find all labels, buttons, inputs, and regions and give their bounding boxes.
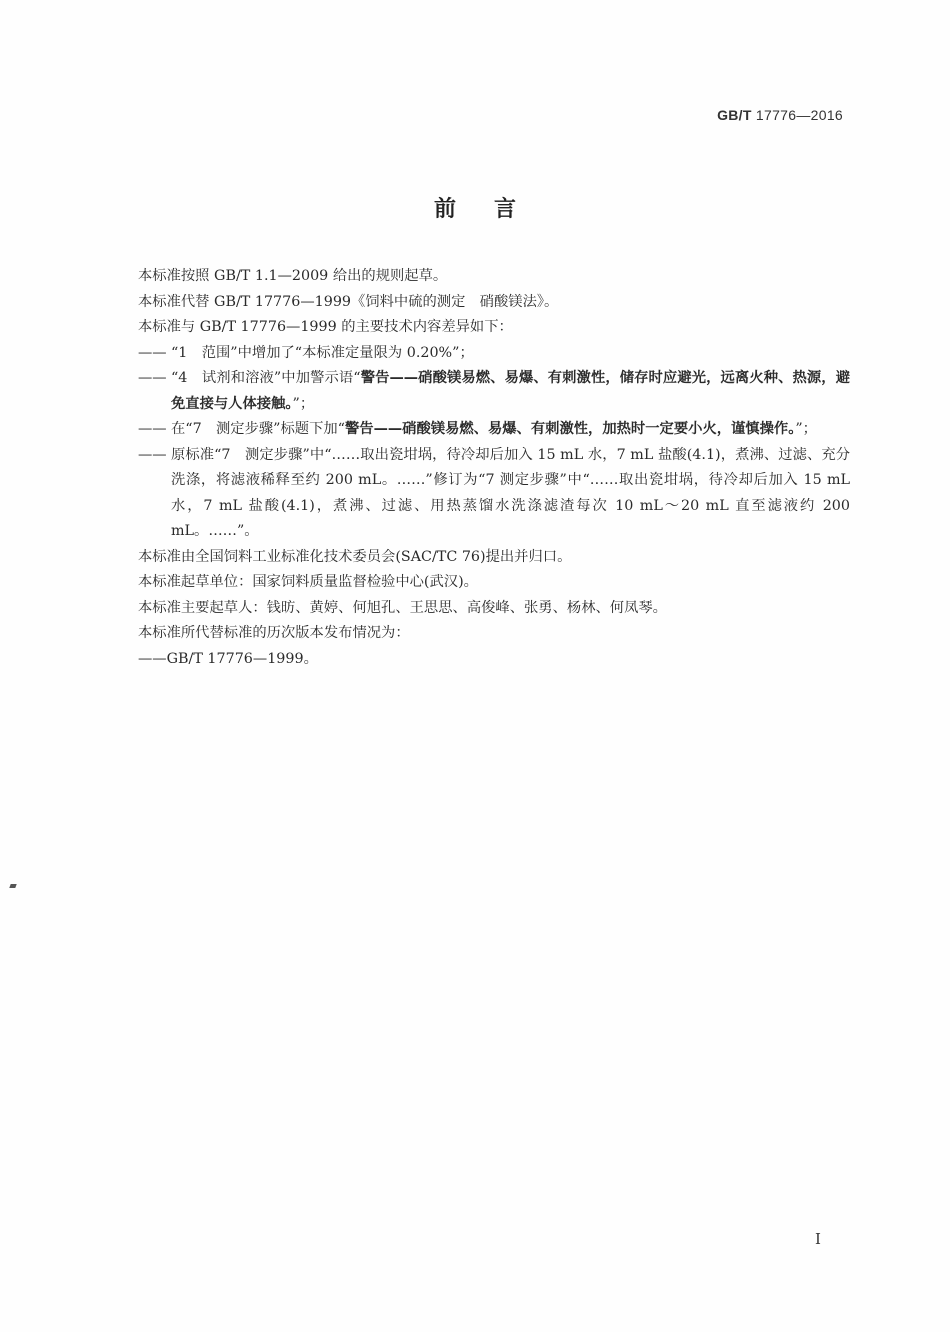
paragraph-drafting-unit: 本标准起草单位：国家饲料质量监督检验中心(武汉)。 xyxy=(138,574,478,590)
dash-marker: —— xyxy=(138,344,167,361)
change-item-prefix: “4 试剂和溶液”中加警示语“ xyxy=(171,370,361,386)
paragraph-proposed-by: 本标准由全国饲料工业标准化技术委员会(SAC/TC 76)提出并归口。 xyxy=(138,548,572,565)
change-item-scope xyxy=(138,341,850,367)
change-item-prefix: 在“7 测定步骤”标题下加“ xyxy=(171,421,345,437)
change-item-text xyxy=(171,366,850,417)
foreword-body xyxy=(138,264,850,672)
dash-marker: —— xyxy=(138,446,167,463)
warning-text: 警告——硝酸镁易燃、易爆、有刺激性，储存时应避光，远离火种、热源，避免直接与人体接触。 xyxy=(171,370,850,412)
change-item-suffix: ”； xyxy=(292,395,315,412)
scan-artifact xyxy=(9,884,16,888)
change-item-text: 原标准“7 测定步骤”中“……取出瓷坩埚，待冷却后加入 15 mL 水，7 mL 盐酸(4.1)，煮沸、过滤、充分洗涤，将滤液稀释至约 200 mL。……”修订为“7 测定步骤”中“……取出瓷坩埚，待冷却后加入 15 mL 水，7 mL 盐酸(4.1)，煮沸、过滤、用热蒸馏水洗涤滤渣每次 10 mL～20 mL 直至滤液约 200 mL。……”。 xyxy=(171,446,850,539)
dash-marker: —— xyxy=(138,370,167,386)
standard-prefix: GB/T xyxy=(717,107,752,123)
standard-number: 17776—2016 xyxy=(755,107,843,123)
page-number: I xyxy=(815,1230,821,1248)
change-item-procedure-revision xyxy=(138,443,850,545)
dash-marker: —— xyxy=(138,421,167,437)
change-item-procedure-warning xyxy=(138,417,850,443)
paragraph-drafting-rules: 本标准按照 GB/T 1.1—2009 给出的规则起草。 xyxy=(138,268,448,284)
change-item-text: “1 范围”中增加了“本标准定量限为 0.20%”； xyxy=(171,344,474,361)
paragraph-replaces: 本标准代替 GB/T 17776—1999《饲料中硫的测定 硝酸镁法》。 xyxy=(138,293,559,310)
change-item-text xyxy=(171,417,850,443)
standard-code xyxy=(717,107,843,123)
page-title: 前言 xyxy=(433,197,554,222)
paragraph-drafters: 本标准主要起草人：钱昉、黄婷、何旭孔、王思思、高俊峰、张勇、杨林、何凤琴。 xyxy=(138,599,667,616)
previous-edition-item: ——GB/T 17776—1999。 xyxy=(138,650,318,667)
warning-text: 警告——硝酸镁易燃、易爆、有刺激性，加热时一定要小火，谨慎操作。 xyxy=(345,421,796,437)
change-item-suffix: ”； xyxy=(795,421,817,437)
paragraph-previous-editions: 本标准所代替标准的历次版本发布情况为： xyxy=(138,625,410,641)
change-item-reagents xyxy=(138,366,850,417)
paragraph-differences-intro: 本标准与 GB/T 17776—1999 的主要技术内容差异如下： xyxy=(138,319,513,335)
